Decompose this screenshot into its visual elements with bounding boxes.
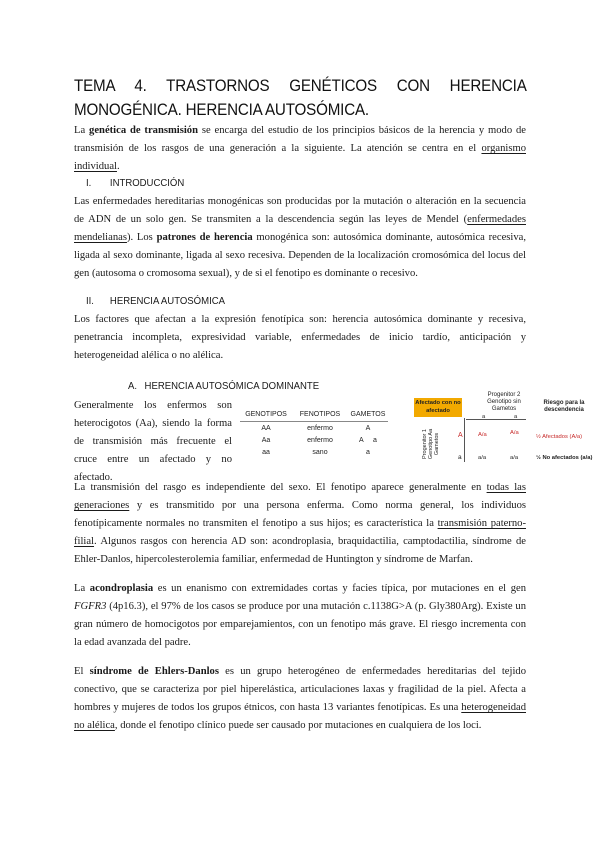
paragraph-text: La (74, 583, 90, 594)
table-cell: A (365, 424, 371, 432)
table-cell: enfermo (307, 424, 333, 432)
table-header: GAMETOS (350, 411, 386, 418)
paragraph-text: , donde el fenotipo clínico puede ser causado por mutaciones en cualquiera de los loci. (114, 720, 482, 731)
subsection-number: A. (128, 381, 138, 392)
table-row (240, 422, 388, 434)
section-heading-herencia-autosomica (86, 296, 225, 307)
table-cell: enfermo (307, 436, 333, 444)
gamete-col: a (482, 414, 486, 420)
paragraph-text: (4p16.3), el 97% de los casos se produce por una mutación c.1138G>A (p. Gly380Arg). Existe un gran número de homocigotos por emparejamientos, con un fenotipo más grave. El riesgo incrementa con la edad avanzada del padre. (74, 601, 526, 648)
gamete-col: a (514, 414, 518, 420)
progenitor1-label: Progenitor 1 Genotipo Aa Gametos (422, 428, 440, 460)
gamete-row: a (458, 454, 462, 461)
affected-label: Afectado con no afectado (414, 398, 462, 417)
table-header: FENOTIPOS (299, 411, 341, 418)
section-heading-text: HERENCIA AUTOSÓMICA (109, 296, 226, 307)
table-cell: AA (261, 424, 271, 432)
table-header-row (240, 408, 388, 422)
intro-bold-term: genética de transmisión (89, 125, 198, 136)
risk-header: Riesgo para la descendencia (543, 400, 585, 413)
table-header: GENOTIPOS (245, 411, 287, 418)
risk-affected: ½ Afectados (A/a) (536, 434, 583, 440)
table-row (240, 434, 388, 446)
ad-side-paragraph: Generalmente los enfermos son heterocigotos (Aa), siendo la forma de transmisión más frecuente el cruce entre un afectado y no afectado. (74, 400, 232, 483)
punnett-square (414, 392, 594, 462)
paragraph-text: . Algunos rasgos con herencia AD son: acondroplasia, braquidactilia, camptodactilia, síndrome de Ehler-Danlos, hipercolesterolemia familiar, enfermedad de Huntington y síndrome de Marfan. (74, 536, 526, 565)
section-number: I. (86, 178, 92, 189)
herencia-autosomica-paragraph: Los factores que afectan a la expresión fenotípica son: herencia autosómica dominante y recesiva, penetrancia incompleta, expresividad variable, enfermedades de inicio tardío, anticipación y heterogeneidad alélica o no alélica. (74, 314, 526, 361)
section-heading-introduccion (86, 178, 184, 189)
paragraph-text: La transmisión del rasgo es independiente del sexo. El fenotipo aparece generalmente en (74, 482, 487, 493)
punnett-cell: a/a (510, 455, 519, 461)
underlined-term: todas las generaciones (74, 482, 526, 511)
risk-unaffected: ½ No afectados (a/a) (536, 455, 593, 461)
acondroplasia-paragraph (74, 580, 526, 652)
ad-transmission-paragraph (74, 479, 526, 569)
subsection-heading-text: HERENCIA AUTOSÓMICA DOMINANTE (144, 381, 320, 392)
intro-underlined-term: organismo individual (74, 143, 526, 172)
gamete-row: A (458, 432, 463, 439)
paragraph-text: y es transmitido por una persona enferma. Como norma general, los individuos fenotípicamente normales no transmiten el fenotipo a sus hijos; es característica la (74, 500, 526, 529)
paragraph-text: El (74, 666, 90, 677)
intro-text: . (116, 161, 120, 172)
intro-text: La (74, 125, 90, 136)
table-cell: aa (262, 448, 270, 456)
page-title: TEMA 4. TRASTORNOS GENÉTICOS CON HERENCIA MONOGÉNICA. HERENCIA AUTOSÓMICA. (74, 77, 527, 119)
underlined-term: transmisión paterno-filial (74, 518, 526, 547)
bold-term: patrones de herencia (156, 232, 253, 243)
progenitor2-label: Progenitor 2 Genotipo sin Gametos (487, 392, 521, 412)
subsection-heading-ad (128, 381, 319, 392)
table-cell: sano (312, 448, 328, 456)
genotype-table (240, 408, 388, 458)
underlined-term: heterogeneidad no alélica (74, 702, 526, 731)
paragraph-text: es un grupo heterogéneo de enfermedades hereditarias del tejido conectivo, que se caracteriza por piel hiperelástica, articulaciones laxas y fragilidad de la piel. Afecta a hombres y mujeres de todos los grupos étnicos, con hasta 13 variantes fenotípicas. Es una (74, 666, 526, 713)
table-cell: A a (359, 436, 377, 444)
intro-paragraph (74, 122, 526, 176)
underlined-term: enfermedades mendelianas (74, 214, 526, 243)
punnett-cell: A/a (510, 430, 519, 436)
section-heading-text: INTRODUCCIÓN (109, 178, 185, 189)
paragraph-text: monogénica son: autosómica dominante, autosómica recesiva, ligada al sexo dominante, ligada al sexo recesiva. Dependen de la localización cromosómica del locus del gen (autosoma o cromosoma sexual), y de si el fenotipo es dominante o recesivo. (74, 232, 526, 279)
intro-text: se encarga del estudio de los principios básicos de la herencia y modo de transmisión de los rasgos de una generación a la siguiente. La atención se centra en el (74, 125, 527, 154)
bold-term: síndrome de Ehlers-Danlos (89, 666, 219, 677)
punnett-cell: a/a (478, 455, 487, 461)
paragraph-text: es un enanismo con extremidades cortas y facies típica, por mutaciones en el gen (153, 583, 526, 594)
table-cell: Aa (261, 436, 271, 444)
paragraph-text: ). Los (126, 232, 157, 243)
bold-term: acondroplasia (89, 583, 154, 594)
table-row (240, 446, 388, 458)
table-cell: a (366, 448, 370, 456)
punnett-cell: A/a (478, 432, 487, 438)
paragraph-text: Las enfermedades hereditarias monogénicas son producidas por la mutación o alteración en la secuencia de ADN de un solo gen. Se transmiten a la descendencia según las leyes de Mendel ( (74, 196, 526, 225)
gene-name: FGFR3 (74, 601, 107, 612)
punnett-divider-vertical (464, 418, 465, 462)
section-number: II. (86, 296, 94, 307)
ehlers-danlos-paragraph (74, 663, 526, 735)
introduccion-paragraph (74, 193, 526, 283)
